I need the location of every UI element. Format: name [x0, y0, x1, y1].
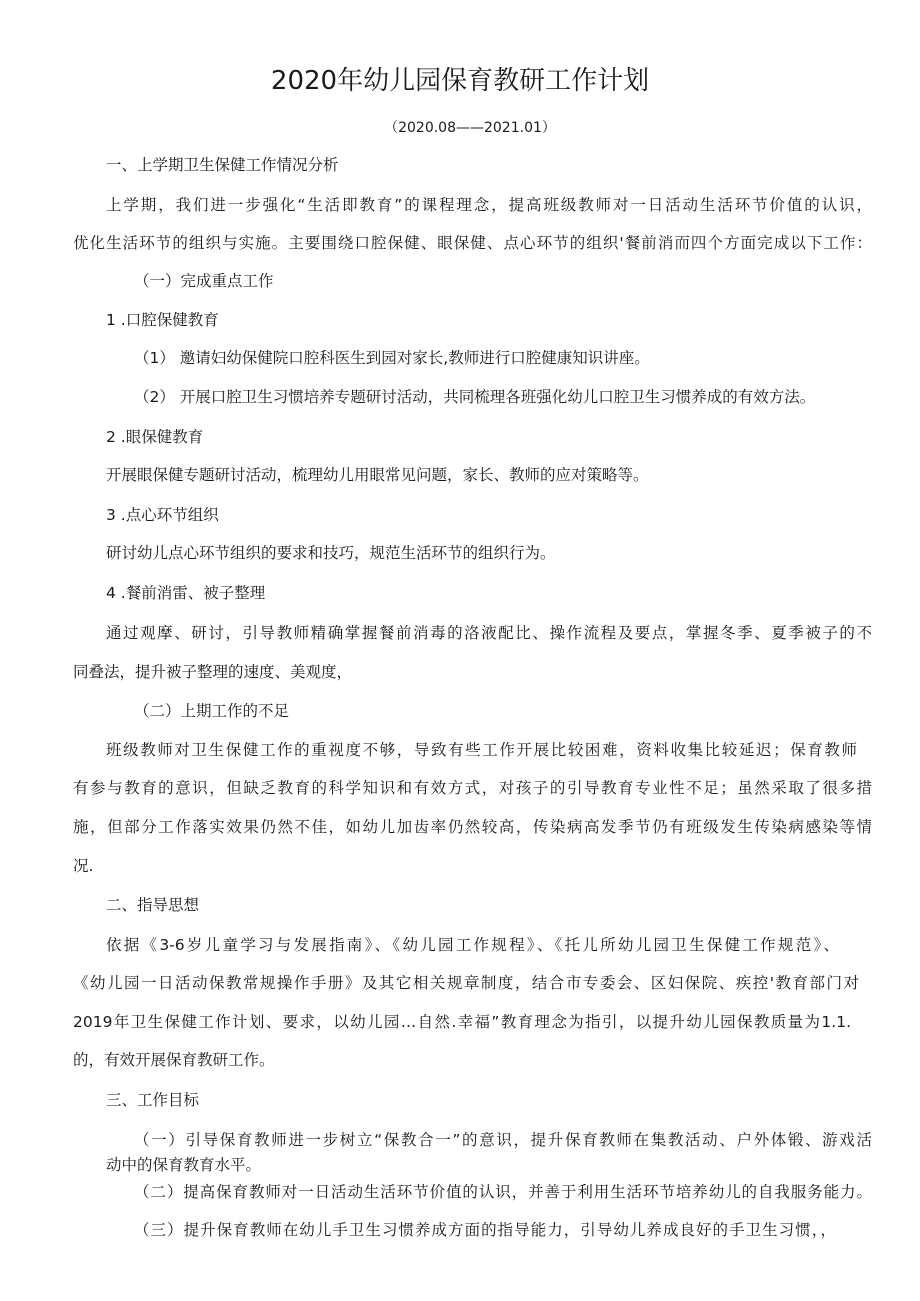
subsection-heading: （二）上期工作的不足 — [134, 702, 290, 720]
paragraph-line: 有参与教育的意识，但缺乏教育的科学知识和有效方式，对孩子的引导教育专业性不足；虽然采取了很多措 — [73, 779, 872, 797]
item-heading: 1 .口腔保健教育 — [106, 311, 219, 329]
paragraph-line: 开展眼保健专题研讨活动，梳理幼儿用眼常见问题，家长、教师的应对策略等。 — [106, 466, 649, 484]
paragraph-line: 动中的保育教育水平。 — [106, 1156, 262, 1174]
item-heading: 2 .眼保健教育 — [106, 428, 204, 446]
section-heading: 二、指导思想 — [106, 896, 200, 914]
paragraph-line: （一）引导保育教师进一步树立“保教合一”的意识，提升保育教师在集教活动、户外体锻、游戏活 — [134, 1131, 872, 1149]
paragraph-line: 施，但部分工作落实效果仍然不佳，如幼儿加齿率仍然较高，传染病高发季节仍有班级发生传染病感染等情 — [73, 818, 872, 836]
paragraph-line: 研讨幼儿点心环节组织的要求和技巧，规范生活环节的组织行为。 — [106, 544, 556, 562]
section-heading: 三、工作目标 — [106, 1091, 200, 1109]
section-heading: 一、上学期卫生保健工作情况分析 — [106, 156, 339, 174]
paragraph-line: 的，有效开展保育教研工作。 — [73, 1051, 275, 1069]
paragraph-line: 依据《3-6岁儿童学习与发展指南》、《幼儿园工作规程》、《托儿所幼儿园卫生保健工作规范》、 — [106, 936, 839, 954]
list-item: （1） 邀请妇幼保健院口腔科医生到园对家长,教师进行口腔健康知识讲座。 — [134, 349, 650, 367]
paragraph-line: 同叠法，提升被子整理的速度、美观度， — [73, 663, 353, 681]
item-heading: 3 .点心环节组织 — [106, 506, 219, 524]
document-title: 2020年幼儿园保育教研工作计划 — [270, 66, 650, 96]
paragraph-line: 优化生活环节的组织与实施。主要围绕口腔保健、眼保健、点心环节的组织'餐前消而四个方面完成以下工作： — [73, 234, 872, 252]
paragraph-line: （三）提升保育教师在幼儿手卫生习惯养成方面的指导能力，引导幼儿养成良好的手卫生习惯，， — [134, 1221, 836, 1239]
paragraph-line: 上学期，我们进一步强化“生活即教育”的课程理念，提高班级教师对一日活动生活环节价值的认识， — [106, 196, 872, 214]
paragraph-line: 通过观摩、研讨，引导教师精确掌握餐前消毒的洛液配比、操作流程及要点，掌握冬季、夏季被子的不 — [106, 624, 872, 642]
paragraph-line: 《幼儿园一日活动保教常规操作手册》及其它相关规章制度，结合市专委会、区妇保院、疾控'教育部门对 — [73, 974, 859, 992]
item-heading: 4 .餐前消雷、被子整理 — [106, 584, 266, 602]
date-range: （2020.08——2021.01） — [384, 120, 556, 136]
paragraph-line: 2019年卫生保健工作计划、要求，以幼儿园…自然.幸福”教育理念为指引，以提升幼儿园保教质量为1.1. — [73, 1013, 851, 1031]
list-item: （2） 开展口腔卫生习惯培养专题研讨活动，共同梳理各班强化幼儿口腔卫生习惯养成的有效方法。 — [134, 388, 816, 406]
paragraph-line: 况. — [73, 857, 94, 875]
paragraph-line: （二）提高保育教师对一日活动生活环节价值的认识，并善于利用生活环节培养幼儿的自我服务能力。 — [134, 1183, 872, 1201]
subsection-heading: （一）完成重点工作 — [134, 272, 274, 290]
paragraph-line: 班级教师对卫生保健工作的重视度不够，导致有些工作开展比较困难，资料收集比较延迟；保育教师 — [106, 741, 857, 759]
